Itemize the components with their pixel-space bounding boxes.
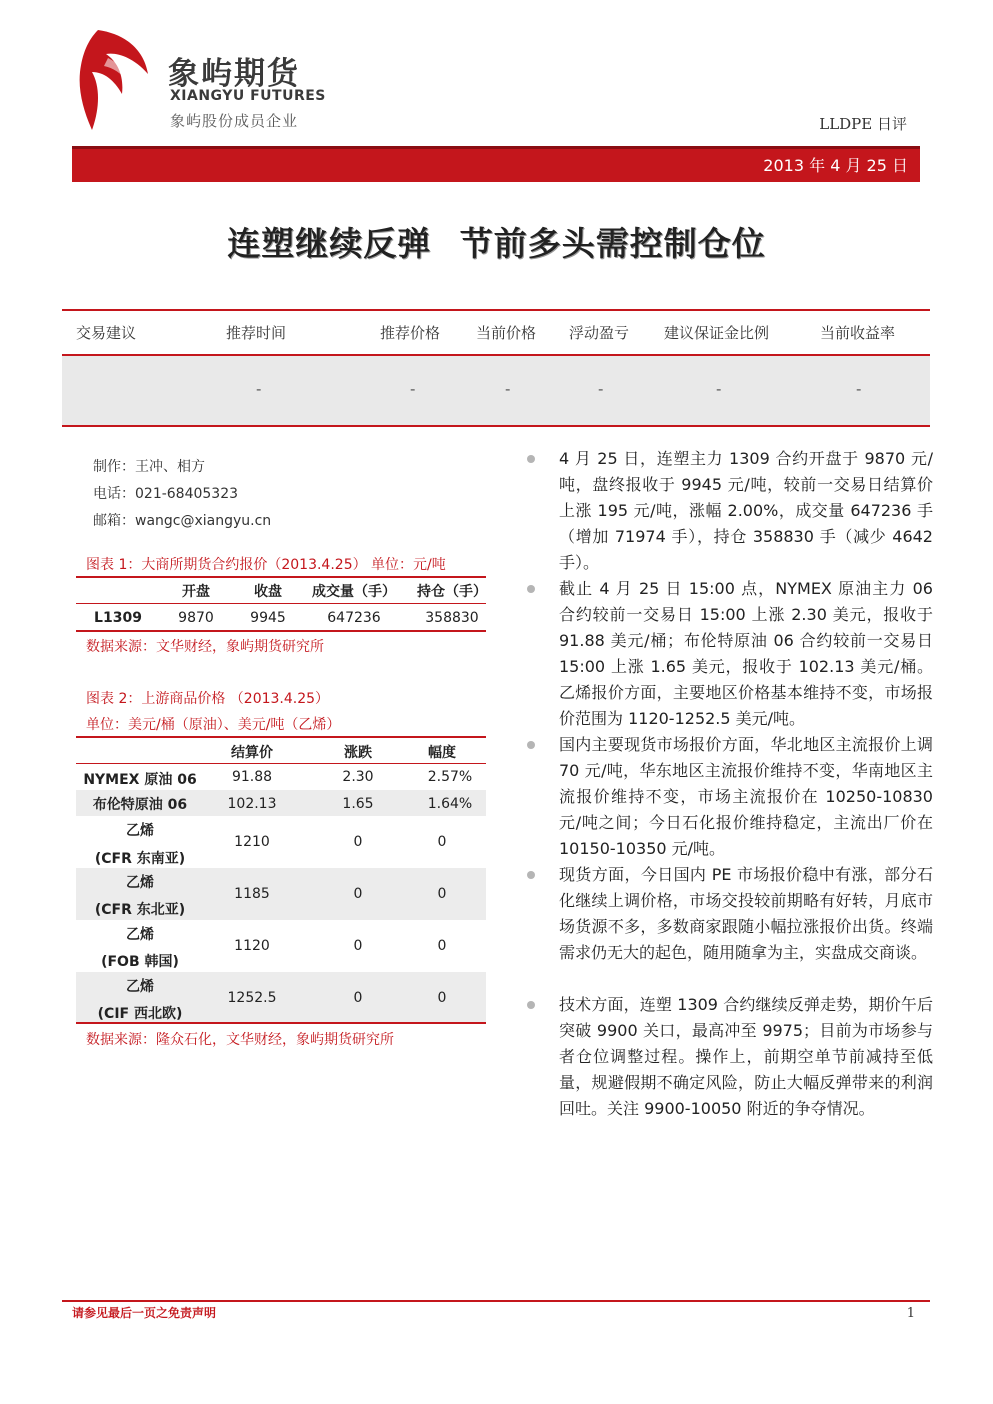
- trade-value-return: -: [856, 380, 862, 398]
- fig2-row-pct: 0: [437, 834, 447, 850]
- fig1-volume: 647236: [327, 610, 381, 626]
- divider: [76, 1022, 486, 1024]
- paragraph-spot-market: 现货方面，今日国内 PE 市场报价稳中有涨，部分石化继续上调价格，市场交投较前期略有好转，月底市场货源不多，多数商家跟随小幅拉涨报价出货。终端需求仍无大的起色，随用随拿为主，实盘成交商谈。: [559, 865, 933, 962]
- date-bar: [72, 146, 920, 182]
- fig2-header-pct: 幅度: [428, 745, 456, 761]
- trade-header-return: 当前收益率: [820, 324, 896, 342]
- fig1-header-oi: 持仓（手）: [417, 584, 487, 600]
- fig1-header-open: 开盘: [182, 584, 210, 600]
- figure2-caption: 图表 2：上游商品价格 （2013.4.25）: [86, 691, 330, 707]
- logo-icon: [78, 28, 150, 132]
- author: 制作：王冲、相方: [93, 459, 205, 475]
- bullet-icon: [527, 741, 535, 749]
- fig1-contract: L1309: [94, 610, 142, 626]
- trade-value-cur-price: -: [505, 380, 511, 398]
- fig2-row-name: 乙烯: [126, 979, 154, 995]
- fig2-row-price: 1210: [234, 834, 270, 850]
- divider: [62, 425, 930, 427]
- fig2-row-pct: 0: [437, 990, 447, 1006]
- fig2-row-price: 1120: [234, 938, 270, 954]
- trade-header-pnl: 浮动盈亏: [569, 324, 630, 342]
- trade-value-margin: -: [716, 380, 722, 398]
- trade-header-rec-price: 推荐价格: [380, 324, 441, 342]
- page-title: 连塑继续反弹 节前多头需控制仓位: [227, 224, 766, 263]
- figure1-source: 数据来源：文华财经，象屿期货研究所: [86, 639, 324, 655]
- fig2-row-pct: 0: [437, 938, 447, 954]
- figure2-unit: 单位：美元/桶（原油）、美元/吨（乙烯）: [86, 717, 341, 733]
- page-number: 1: [906, 1306, 915, 1321]
- fig2-header-price: 结算价: [231, 745, 273, 761]
- fig1-oi: 358830: [425, 610, 479, 626]
- divider: [62, 309, 930, 311]
- brand-subtitle: 象屿股份成员企业: [170, 112, 299, 130]
- trade-header-time: 推荐时间: [226, 324, 287, 342]
- divider: [62, 354, 930, 356]
- fig2-row-change: 1.65: [342, 796, 374, 812]
- fig2-header-change: 涨跌: [344, 745, 372, 761]
- fig1-header-volume: 成交量（手）: [312, 584, 396, 600]
- fig2-row-change: 0: [353, 834, 363, 850]
- fig2-row-pct: 0: [437, 886, 447, 902]
- bullet-icon: [527, 585, 535, 593]
- figure1-caption: 图表 1：大商所期货合约报价（2013.4.25） 单位：元/吨: [86, 557, 446, 573]
- brand-name-cn: 象屿期货: [168, 56, 300, 92]
- trade-value-rec-price: -: [410, 380, 416, 398]
- phone: 电话：021-68405323: [93, 486, 239, 502]
- fig2-row-name: 布伦特原油 06: [92, 797, 188, 813]
- fig2-row-change: 0: [353, 938, 363, 954]
- divider: [62, 1300, 930, 1302]
- fig1-open: 9870: [178, 610, 214, 626]
- divider: [76, 603, 486, 604]
- bullet-icon: [527, 455, 535, 463]
- fig2-row-region: (CIF 西北欧): [97, 1006, 183, 1022]
- fig2-row-pct: 1.64%: [427, 796, 473, 812]
- paragraph-market-summary: 4 月 25 日，连塑主力 1309 合约开盘于 9870 元/吨，盘终报收于 9945 元/吨，较前一交易日结算价上涨 195 元/吨，涨幅 2.00%，成交量 647236 手（增加 71974 手），持仓 358830 手（减少 4642 手）。: [559, 449, 933, 572]
- trade-header-cur-price: 当前价格: [476, 324, 537, 342]
- trade-table-body: [62, 356, 930, 425]
- report-date: 2013 年 4 月 25 日: [763, 156, 908, 175]
- fig2-row-region: (CFR 东南亚): [94, 851, 186, 867]
- trade-header-margin: 建议保证金比例: [664, 324, 770, 342]
- email[interactable]: 邮箱：wangc@xiangyu.cn: [93, 513, 272, 529]
- fig1-close: 9945: [250, 610, 286, 626]
- fig2-row-name: 乙烯: [126, 875, 154, 891]
- figure2-source: 数据来源：隆众石化，文华财经，象屿期货研究所: [86, 1032, 394, 1048]
- fig2-row-change: 0: [353, 886, 363, 902]
- fig2-row-change: 0: [353, 990, 363, 1006]
- brand-name-en: XIANGYU FUTURES: [170, 88, 326, 104]
- fig2-row-price: 102.13: [227, 796, 277, 812]
- paragraph-crude-ethylene: 截止 4 月 25 日 15:00 点，NYMEX 原油主力 06 合约较前一交易日 15:00 上涨 2.30 美元，报收于 91.88 美元/桶；布伦特原油 06 合约较前一交易日 15:00 上涨 1.65 美元，报收于 102.13 美元/桶。乙烯报价方面，主要地区价格基本维持不变，市场报价范围为 1120-1252.5 美元/吨。: [559, 579, 933, 728]
- fig2-row-name: 乙烯: [126, 927, 154, 943]
- trade-value-pnl: -: [598, 380, 604, 398]
- fig2-row-pct: 2.57%: [427, 769, 473, 785]
- paragraph-spot-quotes: 国内主要现货市场报价方面，华北地区主流报价上调 70 元/吨，华东地区主流报价维持不变，华南地区主流报价维持不变，市场主流报价在 10250-10830 元/吨之间；今日石化报价维持稳定，主流出厂价在 10150-10350 元/吨。: [559, 735, 933, 858]
- fig2-row-name: NYMEX 原油 06: [83, 772, 197, 788]
- fig2-row-price: 1185: [234, 886, 270, 902]
- report-type: LLDPE 日评: [819, 115, 907, 133]
- fig2-row-price: 91.88: [231, 769, 273, 785]
- divider: [76, 576, 486, 578]
- fig2-row-name: 乙烯: [126, 823, 154, 839]
- divider: [76, 736, 486, 738]
- divider: [76, 630, 486, 632]
- fig1-header-close: 收盘: [254, 584, 282, 600]
- fig2-row-region: (FOB 韩国): [101, 954, 179, 970]
- divider: [76, 763, 486, 764]
- paragraph-technical: 技术方面，连塑 1309 合约继续反弹走势，期价午后突破 9900 关口，最高冲至 9975；目前为市场参与者仓位调整过程。操作上，前期空单节前减持至低量，规避假期不确定风险，防止大幅反弹带来的利润回吐。关注 9900-10050 附近的争夺情况。: [559, 995, 933, 1118]
- bullet-icon: [527, 1001, 535, 1009]
- bullet-icon: [527, 871, 535, 879]
- fig2-row-price: 1252.5: [227, 990, 277, 1006]
- fig2-row-region: (CFR 东北亚): [94, 902, 186, 918]
- disclaimer-link[interactable]: 请参见最后一页之免责声明: [72, 1306, 217, 1320]
- fig2-row-change: 2.30: [342, 769, 374, 785]
- trade-header-advice: 交易建议: [76, 324, 137, 342]
- trade-value-time: -: [256, 380, 262, 398]
